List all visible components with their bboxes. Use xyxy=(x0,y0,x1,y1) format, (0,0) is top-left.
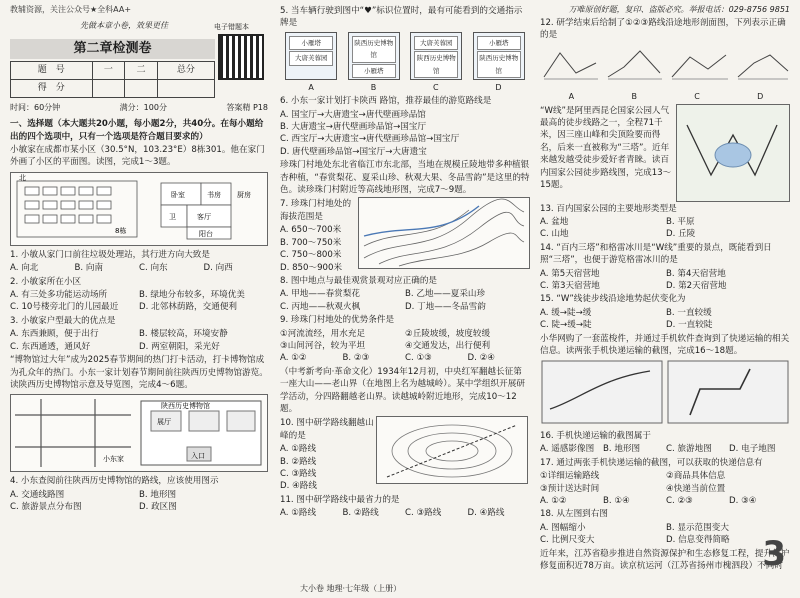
sign-text: 陕西历史博物馆 xyxy=(414,51,458,78)
option[interactable]: D. 政区图 xyxy=(139,502,177,513)
sign-card[interactable] xyxy=(410,32,462,80)
entrance-label: 入口 xyxy=(191,452,205,461)
exam-meta xyxy=(10,102,268,114)
intro-text: 小敏家在成都市某小区（30.5°N，103.23°E）8栋301。他在家门外画了小区的平面图。读图，完成1～3题。 xyxy=(10,145,265,168)
option[interactable]: D. 唐代壁画珍品馆→国宝厅→大唐遗宝 xyxy=(280,146,427,157)
question-18: 18. 从左图到右图 xyxy=(540,509,608,520)
option-letter[interactable]: D xyxy=(757,92,764,102)
slogan: 先做本章小卷，效果更佳 xyxy=(80,21,168,31)
option[interactable]: C. 向东 xyxy=(139,263,168,274)
options-q8 xyxy=(280,288,530,313)
option[interactable]: B. ①④ xyxy=(603,495,630,506)
statements-q17 xyxy=(540,470,792,495)
statement: ①河流流经，用水充足 xyxy=(280,328,366,339)
sign-text: 小雁塔 xyxy=(352,64,396,78)
question-1: 1. 小敏从家门口前往垃圾处理站，其行进方向大致是 xyxy=(10,249,210,260)
sign-card[interactable] xyxy=(348,32,400,80)
option[interactable]: B. 平原 xyxy=(666,217,695,228)
option[interactable]: D. ②④ xyxy=(467,353,495,364)
option[interactable]: A. 缓→陡→缓 xyxy=(540,307,592,318)
room-label: 客厅 xyxy=(197,212,211,221)
question-3: 3. 小敏家户型最大的优点是 xyxy=(10,315,116,326)
q7-block xyxy=(280,197,530,273)
option[interactable]: B. 大唐遗宝→唐代壁画珍品馆→国宝厅 xyxy=(280,122,427,133)
full-score: 满分：100分 xyxy=(119,102,167,112)
option[interactable]: C. 比例尺变大 xyxy=(540,535,595,546)
statements-q9 xyxy=(280,328,530,353)
museum-label: 陕西历史博物馆 xyxy=(161,402,210,411)
column-right xyxy=(540,4,792,573)
option[interactable]: B. 显示范围变大 xyxy=(666,522,729,533)
option[interactable]: D. 信息变得简略 xyxy=(666,535,730,546)
score-input-cell[interactable] xyxy=(125,79,158,97)
statement: ④交通发达，出行便利 xyxy=(405,340,491,351)
option[interactable]: B. 乙地——夏采山珍 xyxy=(405,289,486,300)
intro-text: “W线”是阿里西昆仑国家公园人气最高的徒步线路之一，全程71千米，因三座山峰和尖顶险要而得名，后来一直被称为“三塔”。近年来越发越受徒步爱好者青睐。读百内国家公园徒步路线图，完成13～15题。 xyxy=(540,105,672,191)
question-9: 9. 珍珠门村地处的优势条件是 xyxy=(280,315,395,326)
option-letter[interactable]: C xyxy=(433,82,439,92)
option-letter[interactable]: D xyxy=(495,82,502,92)
option[interactable]: B. 楼层较高，环境安静 xyxy=(139,329,228,340)
options-q1 xyxy=(10,262,268,274)
statement: ③山间河谷，较为平坦 xyxy=(280,340,366,351)
option[interactable]: D. 北邻林荫路，交通便利 xyxy=(139,302,238,313)
option[interactable]: C. ①③ xyxy=(405,353,432,364)
intro-text: 近年来，江苏省稳步推进自然资源保护和生态修复工程，提升保护修复面积近78万亩。读京杭运河（江苏省扬州市槐泗段）不同时 xyxy=(540,548,790,571)
option[interactable]: B. 向南 xyxy=(74,263,104,274)
intro-text: 小华网购了一套蓝梭件，并通过手机软件查询到了快递运输的相关信息。读两张手机快递运输的截图，完成16～18题。 xyxy=(540,333,790,357)
sign-card[interactable] xyxy=(473,32,525,80)
question-16: 16. 手机快递运输的截图属于 xyxy=(540,430,651,441)
sign-text: 大唐芙蓉园 xyxy=(289,51,333,65)
north-label: 北 xyxy=(19,173,26,182)
room-label: 书房 xyxy=(207,190,221,199)
room-label: 厨房 xyxy=(237,190,251,199)
intro-text: 珍珠门村地处东北省临江市东北部，当地在规模丘陵地带多种植银杏种植，“春赏梨花、夏采山珍、秋观大果、冬品雪韵”是这里的特色。读珍珠门村附近等高线地形图，完成7～9题。 xyxy=(280,160,530,196)
option[interactable]: A. 东西兼顾，便于出行 xyxy=(10,329,99,340)
option[interactable]: A. ①路线 xyxy=(280,508,317,519)
page-footer: 大小卷 地理·七年级（上册） xyxy=(300,584,402,593)
statement: ①详细运输路线 xyxy=(540,471,600,482)
score-header-cell: 总分 xyxy=(157,61,214,79)
question-17: 17. 通过两张手机快递运输的截图，可以获取的快递信息有 xyxy=(540,457,763,468)
options-q17 xyxy=(540,495,792,507)
option[interactable]: A. 第5天宿营地 xyxy=(540,268,600,279)
building-label: 8栋 xyxy=(115,226,127,235)
option[interactable]: B. 地形图 xyxy=(603,444,641,455)
option[interactable]: A. 图幅缩小 xyxy=(540,522,586,533)
options-q3 xyxy=(10,328,268,353)
sign-text: 陕西历史博物馆 xyxy=(352,36,396,63)
options-q4 xyxy=(10,489,268,514)
option-letter[interactable]: A xyxy=(568,92,575,102)
options-q11 xyxy=(280,507,530,519)
option[interactable]: A. 盆地 xyxy=(540,217,569,228)
option[interactable]: B. ②路线 xyxy=(280,456,317,467)
museum-map-svg xyxy=(11,395,267,471)
options-q15 xyxy=(540,307,792,332)
sign-options xyxy=(280,32,530,80)
score-input-cell[interactable] xyxy=(157,79,214,97)
profile-letters xyxy=(540,91,792,103)
sign-card[interactable] xyxy=(285,32,337,80)
column-left xyxy=(10,4,268,514)
option[interactable]: C. ③路线 xyxy=(280,469,317,479)
question-10: 10. 图中研学路线翻越山峰的是 xyxy=(280,418,374,441)
statement: ④快递当前位置 xyxy=(666,483,726,494)
question-11: 11. 图中研学路线中最省力的是 xyxy=(280,494,400,505)
options-q9 xyxy=(280,352,530,364)
page-title: 第二章检测卷 xyxy=(10,39,215,59)
option[interactable]: A. ①② xyxy=(540,495,567,506)
intro-text: “博物馆过大年”成为2025春节期间的热门打卡活动，打卡博物馆成为孔众年的热门。小东一家计划春节期间前往陕西历史博物馆游览。读陕西历史博物馆示意及导览图，完成4～6题。 xyxy=(10,355,268,390)
sign-text: 小雁塔 xyxy=(289,36,333,50)
option[interactable]: D. 向西 xyxy=(203,263,233,274)
option[interactable]: B. ②③ xyxy=(342,353,370,364)
options-q18 xyxy=(540,522,792,547)
score-header-cell: 题 号 xyxy=(11,61,93,79)
option[interactable]: C. 旅游景点分布图 xyxy=(10,502,82,513)
score-table xyxy=(10,61,215,98)
community-plan-figure xyxy=(10,172,268,246)
options-q16 xyxy=(540,443,792,455)
delivery-screens-svg xyxy=(540,359,790,425)
option[interactable]: C. 山地 xyxy=(540,229,569,240)
profile-options-svg xyxy=(540,43,790,87)
option[interactable]: B. 地形图 xyxy=(139,489,177,500)
option-letter[interactable]: A xyxy=(308,82,314,92)
option[interactable]: C. 东西通透，通风好 xyxy=(10,341,91,352)
option[interactable]: D. 电子地图 xyxy=(729,444,776,455)
score-label-cell: 得 分 xyxy=(11,79,93,97)
options-q14 xyxy=(540,268,792,293)
question-4: 4. 小东查阅前往陕西历史博物馆的路线，应该使用图示 xyxy=(10,476,219,487)
option[interactable]: B. 700～750米 xyxy=(280,237,342,248)
score-header-cell: 二 xyxy=(125,61,158,79)
score-header-cell: 一 xyxy=(92,61,125,79)
option-letter[interactable]: B xyxy=(370,82,377,92)
statement: ②商品具体信息 xyxy=(666,471,726,482)
time-limit: 时间：60分钟 xyxy=(10,102,61,112)
sign-text: 大唐芙蓉园 xyxy=(414,36,458,50)
option[interactable]: A. 有三处多功能运动场所 xyxy=(10,290,108,301)
option[interactable]: D. 丘陵 xyxy=(666,229,696,240)
option-letter[interactable]: C xyxy=(694,92,700,102)
option[interactable]: D. ④路线 xyxy=(467,508,505,519)
question-8: 8. 图中地点与最佳观赏景观对应正确的是 xyxy=(280,275,438,286)
option[interactable]: A. ①② xyxy=(280,353,307,364)
option[interactable]: D. 丁地——冬品雪韵 xyxy=(405,301,486,312)
option[interactable]: C. ②③ xyxy=(666,495,693,506)
contour-map-svg xyxy=(358,197,530,269)
option[interactable]: A. 国宝厅→大唐遗宝→唐代壁画珍品馆 xyxy=(280,109,426,120)
top-left-banner: 教辅资源，关注公众号★全科AA+ xyxy=(10,5,132,14)
option[interactable]: A. 交通线路图 xyxy=(10,489,65,500)
option[interactable]: D. 两室朝阳，采光好 xyxy=(139,341,220,352)
option[interactable]: C. 陡→缓→陡 xyxy=(540,320,592,331)
question-6: 6. 小东一家计划打卡陕西 路馆，推荐最佳的游览路线是 xyxy=(280,96,492,107)
w-route-block xyxy=(540,104,792,202)
option[interactable]: B. ②路线 xyxy=(342,508,379,519)
option[interactable]: D. 一直较陡 xyxy=(666,320,713,331)
statement: ③预计送达时间 xyxy=(540,483,600,494)
option[interactable]: A. 甲地——春赏梨花 xyxy=(280,289,360,300)
question-13: 13. 百内国家公园的主要地形类型是 xyxy=(540,203,677,214)
intro-text: （中考新考向·革命文化）1934年12月初，中央红军翻越长征第一座大山——老山界（在地图上名为越城岭）。某中学组织开展研学活动，分四路翻越老山界。读越城岭附近地形，完成10～12题。 xyxy=(280,366,525,414)
option[interactable]: B. 第4天宿营地 xyxy=(666,268,726,279)
question-7: 7. 珍珠门村地处的海拔范围是 xyxy=(280,199,352,222)
option[interactable]: C. 西宝厅→大唐遗宝→唐代壁画珍品馆→国宝厅 xyxy=(280,134,460,145)
option[interactable]: A. 遥感影像图 xyxy=(540,444,595,455)
room-label: 卧室 xyxy=(171,190,185,199)
option[interactable]: C. 10号楼旁北门的儿园最近 xyxy=(10,302,119,313)
statement: ②丘陵坡缓，坡度较缓 xyxy=(405,328,491,339)
room-label: 卫 xyxy=(169,212,176,221)
question-2: 2. 小敏家所在小区 xyxy=(10,276,82,287)
column-middle xyxy=(280,4,530,520)
museum-map-figure xyxy=(10,394,268,472)
hall-label: 展厅 xyxy=(157,418,171,427)
option[interactable]: A. ①路线 xyxy=(280,444,317,455)
section-heading: 一、选择题（本大题共20小题，每小题2分，共40分。在每小题给出的四个选项中，只有一个选项是符合题目要求的） xyxy=(10,119,264,142)
qr-code-icon[interactable] xyxy=(218,34,264,80)
option[interactable]: B. 绿地分布较多，环境优美 xyxy=(139,290,245,301)
option[interactable]: C. 第3天宿营地 xyxy=(540,281,600,292)
option[interactable]: D. ④路线 xyxy=(280,481,317,492)
room-label: 阳台 xyxy=(199,229,213,238)
w-route-map-svg xyxy=(676,104,790,202)
option[interactable]: A. 向北 xyxy=(10,263,39,274)
page-number: 3 xyxy=(762,534,786,574)
option[interactable]: D. 第2天宿营地 xyxy=(666,281,727,292)
question-14: 14. “百内三塔”和格雷冰川是“W线”重要的景点，既能看到日照“三塔”，也便于游览格雷冰川的是 xyxy=(540,242,772,266)
option-letter[interactable]: B xyxy=(631,92,637,102)
score-input-cell[interactable] xyxy=(92,79,125,97)
question-15: 15. “W”线徒步线沿途地势起伏变化为 xyxy=(540,294,686,305)
question-5: 5. 当车辆行驶到图中“♥”标识位置时，最有可能看到的交通指示牌是 xyxy=(280,6,523,29)
sign-text: 小雁塔 xyxy=(477,36,521,50)
home-label: 小东家 xyxy=(103,455,124,464)
options-q2 xyxy=(10,289,268,314)
option[interactable]: A. 650～700米 xyxy=(280,225,342,236)
option[interactable]: C. 旅游地图 xyxy=(666,444,712,455)
option[interactable]: D. 850～900米 xyxy=(280,262,343,273)
q10-block xyxy=(280,416,530,492)
options-q6 xyxy=(280,109,530,159)
top-right-banner: 万唯原创好题，复印、盗版必究。举报电话：029-8756 9851 xyxy=(568,5,790,14)
answer-ref: 答案精 P18 xyxy=(226,102,268,112)
mountain-route-svg xyxy=(376,416,528,484)
sign-text: 陕西历史博物馆 xyxy=(477,51,521,78)
question-12: 12. 研学结束后给制了①②③路线沿途地形剖面图，下列表示正确的是 xyxy=(540,18,786,41)
qr-label: 电子错题本 xyxy=(214,23,249,31)
option[interactable]: C. ③路线 xyxy=(405,508,442,519)
sign-letters xyxy=(280,82,530,94)
option[interactable]: B. 一直较缓 xyxy=(666,307,712,318)
community-plan-svg xyxy=(11,173,267,245)
option[interactable]: D. ③④ xyxy=(729,495,757,506)
option[interactable]: C. 丙地——秋观火枫 xyxy=(280,301,361,312)
options-q13 xyxy=(540,216,792,241)
option[interactable]: C. 750～800米 xyxy=(280,250,342,261)
